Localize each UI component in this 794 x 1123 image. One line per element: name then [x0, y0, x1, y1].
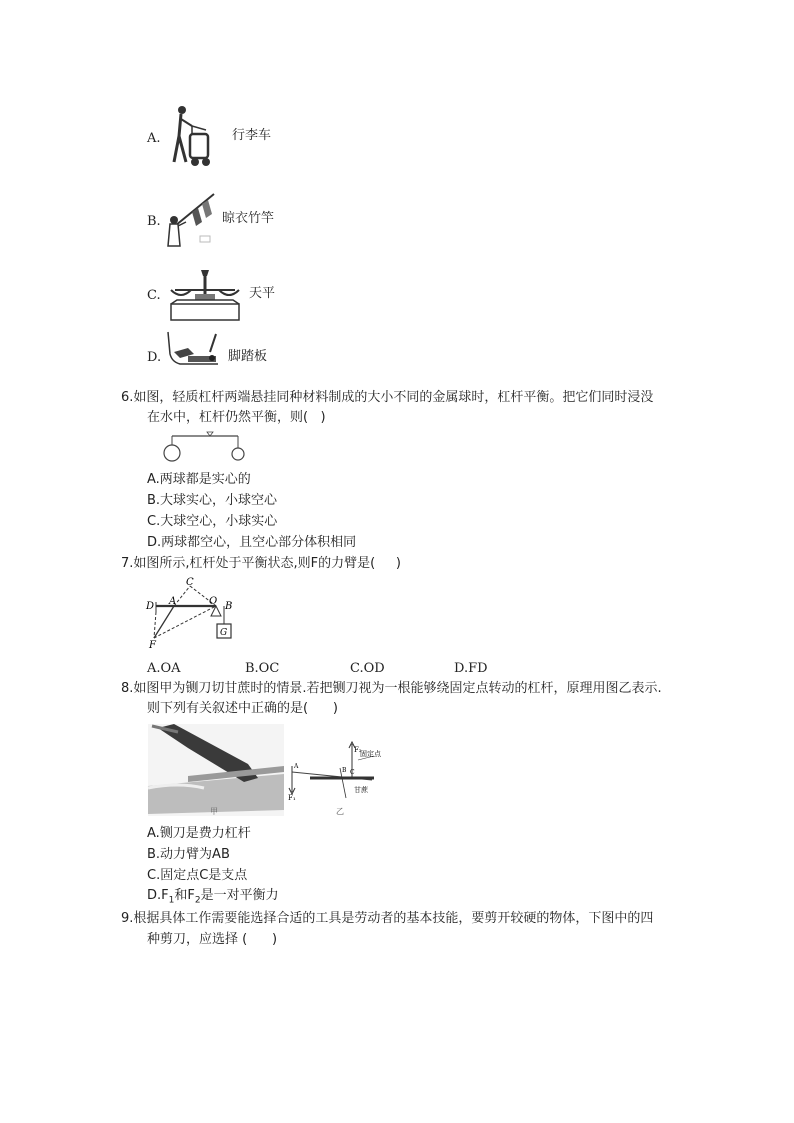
option-letter: A.	[147, 131, 161, 146]
label-g: G	[220, 628, 228, 638]
label-yi: 乙	[336, 807, 344, 816]
label-o: O	[209, 596, 218, 607]
label-b: B	[225, 601, 233, 612]
option-letter: B.	[147, 214, 161, 229]
question-stem: 6.如图，轻质杠杆两端悬挂同种材料制成的大小不同的金属球时，杠杆平衡。把它们同时浸没	[121, 390, 654, 405]
option-text: 行李车	[232, 128, 272, 143]
option-a: A.铡刀是费力杠杆	[147, 826, 251, 841]
label-a: A	[169, 596, 177, 607]
label-c: C	[350, 769, 355, 776]
option-c: C.固定点C是支点	[147, 868, 248, 883]
option-b: B.OC	[245, 661, 280, 676]
question-stem-cont: 在水中，杠杆仍然平衡，则( )	[147, 410, 326, 425]
option-d: $D.F_1$和$F_2$是一对平衡力	[147, 888, 279, 906]
pedal-image	[164, 330, 224, 370]
option-b: B.动力臂为AB	[147, 847, 230, 862]
lever-force-arm-figure	[144, 576, 244, 656]
question-stem-cont: 则下列有关叙述中正确的是( )	[147, 701, 338, 716]
option-letter: C.	[147, 288, 161, 303]
label-d: D	[146, 601, 155, 612]
bamboo-clothes-pole-image	[162, 190, 220, 250]
question-stem: 7.如图所示,杠杆处于平衡状态,则F的力臂是( )	[121, 556, 401, 571]
question-stem: 8.如图甲为铡刀切甘蔗时的情景.若把铡刀视为一根能够绕固定点转动的杠杆，原理用图乙表示.	[121, 681, 662, 696]
balance-scale-image	[165, 266, 245, 322]
label-jia: 甲	[210, 807, 218, 816]
question-stem-cont: 种剪刀，应选择 ( )	[147, 932, 278, 947]
luggage-cart-image	[162, 104, 222, 168]
option-d: D.FD	[454, 661, 488, 676]
label-b: B	[342, 767, 347, 774]
lever-two-balls-figure	[158, 430, 248, 464]
option-text: 天平	[249, 286, 276, 301]
label-f1: F₁	[288, 794, 296, 802]
label-f2: F₂	[354, 746, 362, 754]
label-c: C	[186, 577, 194, 588]
label-f: F	[149, 640, 156, 651]
option-letter: D.	[147, 350, 162, 365]
question-stem: 9.根据具体工作需要能选择合适的工具是劳动者的基本技能，要剪开较硬的物体，下图中的四	[121, 911, 654, 926]
option-b: B.大球实心，小球空心	[147, 493, 278, 508]
label-sugarcane: 甘蔗	[354, 786, 368, 794]
option-c: C.大球空心，小球实心	[147, 514, 278, 529]
option-text: 脚踏板	[228, 349, 268, 364]
option-d: D.两球都空心，且空心部分体积相同	[147, 535, 357, 550]
label-a: A	[294, 763, 299, 770]
label-fixed-point: 固定点	[360, 750, 381, 758]
option-c: C.OD	[350, 661, 385, 676]
lever-diagram-yi	[284, 740, 384, 820]
option-a: A.两球都是实心的	[147, 472, 251, 487]
option-a: A.OA	[147, 661, 181, 676]
guillotine-cutter-photo-jia	[148, 724, 284, 816]
option-text: 晾衣竹竿	[222, 211, 275, 226]
